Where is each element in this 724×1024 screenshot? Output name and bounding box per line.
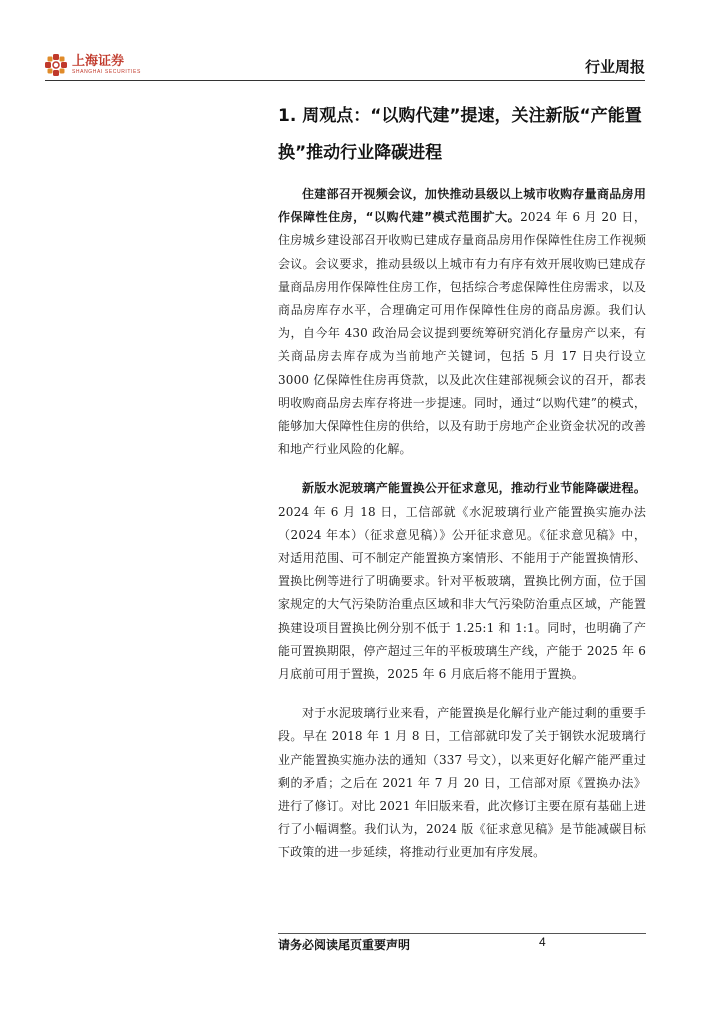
paragraph-lead: 住建部召开视频会议，加快推动县级以上城市收购存量商品房用作保障性住房，“以购代建”模式范围扩大。: [278, 187, 646, 225]
paragraph-text: 对于水泥玻璃行业来看，产能置换是化解行业产能过剩的重要手段。早在 2018 年 1 月 8 日，工信部就印发了关于钢铁水泥玻璃行业产能置换实施办法的通知（337 号文），以来更好化解产能严重过剩的矛盾；之后在 2021 年 7 月 20 日，工信部对原《置换办法》进行了修订。对比 2021 年旧版来看，此次修订主要在原有基础上进行了小幅调整。我们认为，2024 版《征求意见稿》是节能减碳目标下政策的进一步延续，将推动行业更加有序发展。: [278, 706, 646, 860]
article-body: [278, 183, 646, 881]
paragraph-text: 2024 年 6 月 20 日，住房城乡建设部召开收购已建成存量商品房用作保障性住房工作视频会议。会议要求，推动县级以上城市有力有序有效开展收购已建成存量商品房用作保障性住房工作，包括综合考虑保障性住房需求，以及商品房库存水平，合理确定可用作保障性住房的商品房源。我们认为，自今年 430 政治局会议提到要统筹研究消化存量房产以来，有关商品房去库存成为当前地产关键词，包括 5 月 17 日央行设立 3000 亿保障性住房再贷款，以及此次住建部视频会议的召开，都表明收购商品房去库存将进一步提速。同时，通过“以购代建”的模式，能够加大保障性住房的供给，以及有助于房地产企业资金状况的改善和地产行业风险的化解。: [278, 210, 646, 457]
paragraph: [278, 477, 646, 686]
paragraph-text: 2024 年 6 月 18 日，工信部就《水泥玻璃行业产能置换实施办法（2024 年本）（征求意见稿）》公开征求意见。《征求意见稿》中，对适用范围、可不制定产能置换方案情形、不能用于产能置换情形、置换比例等进行了明确要求。针对平板玻璃，置换比例方面，位于国家规定的大气污染防治重点区域和非大气污染防治重点区域，产能置换建设项目置换比例分别不低于 1.25:1 和 1:1。同时，也明确了产能可置换期限，停产超过三年的平板玻璃生产线，产能于 2025 年 6 月底前可用于置换，2025 年 6 月底后将不能用于置换。: [278, 504, 646, 682]
paragraph: [278, 702, 646, 864]
logo-english-name: SHANGHAI SECURITIES: [72, 69, 141, 75]
disclaimer-note: 请务必阅读尾页重要声明: [278, 938, 411, 952]
logo-chinese-name: 上海证券: [72, 54, 125, 69]
document-type-label: 行业周报: [584, 58, 645, 76]
paragraph-lead: 新版水泥玻璃产能置换公开征求意见，推动行业节能降碳进程。: [302, 481, 646, 496]
page-header: [45, 50, 645, 82]
paragraph: [278, 183, 646, 461]
section-title: 1. 周观点：“以购代建”提速，关注新版“产能置换”推动行业降碳进程: [278, 106, 642, 163]
shanghai-securities-logo-icon: [45, 54, 67, 76]
footer-divider: [278, 933, 646, 934]
brand-logo: [45, 54, 141, 76]
page-number: 4: [539, 935, 546, 949]
header-divider: [45, 80, 645, 81]
